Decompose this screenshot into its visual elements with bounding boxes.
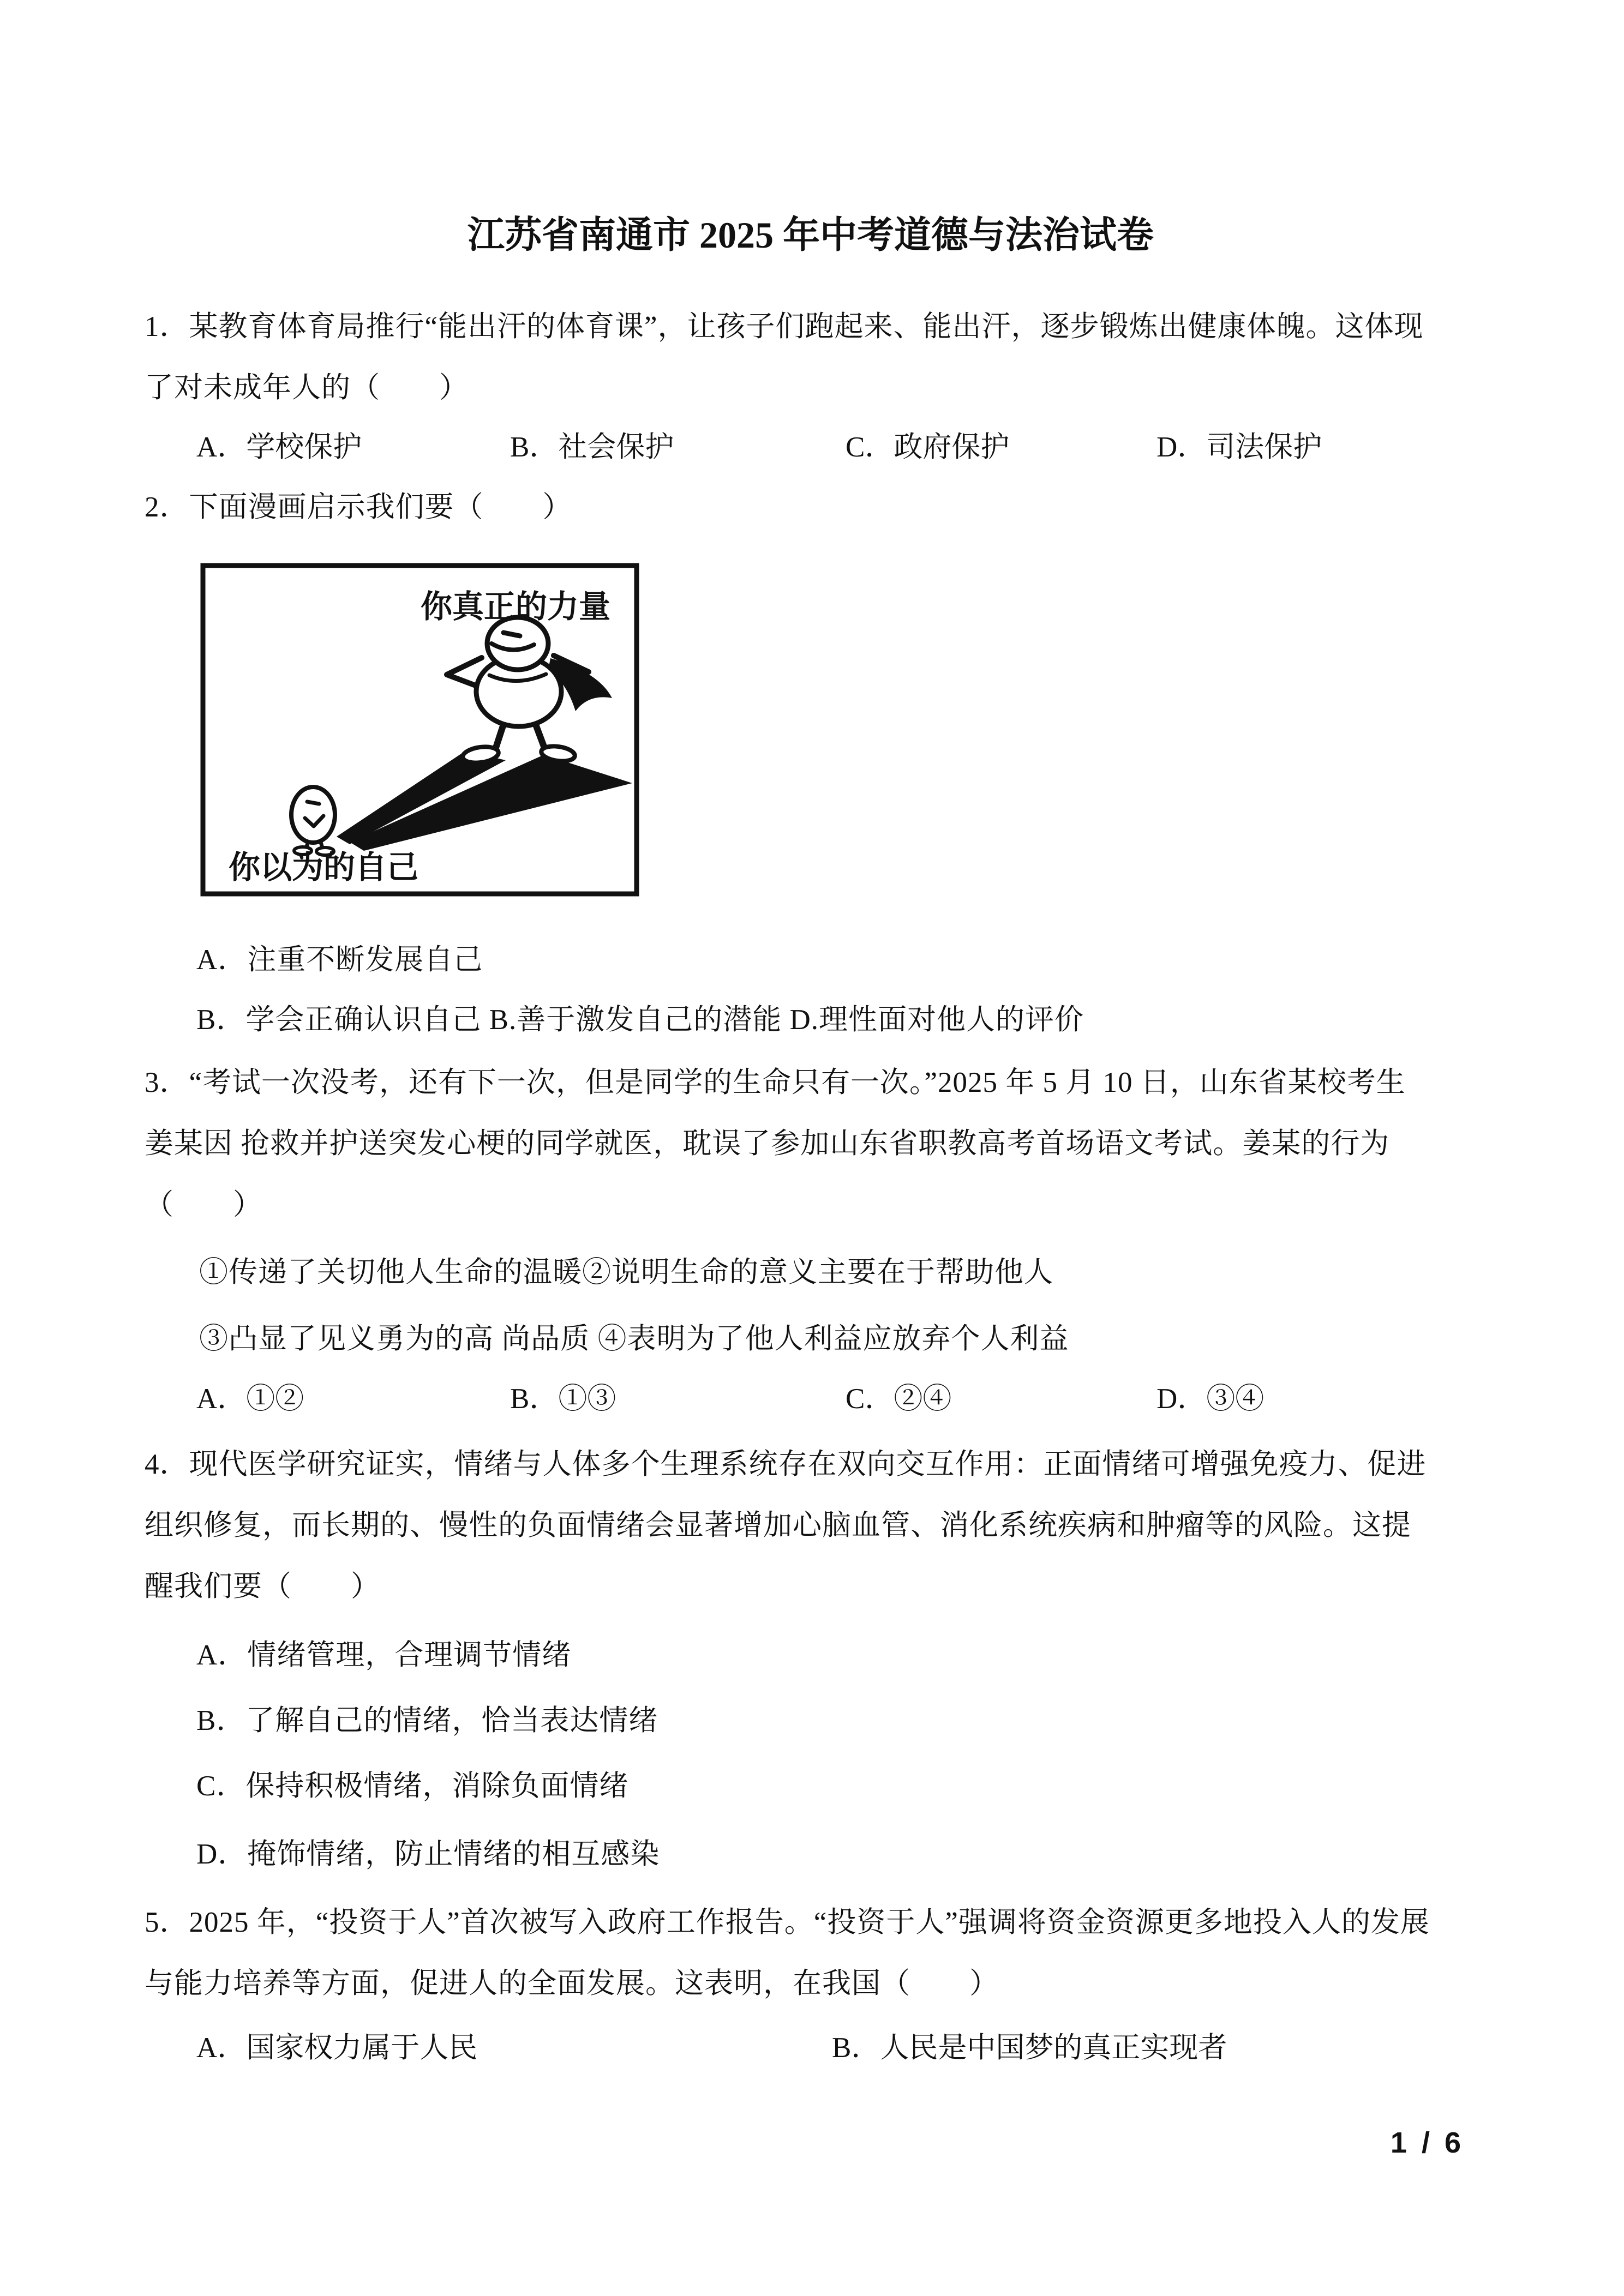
q4-option-a: A．情绪管理，合理调节情绪 xyxy=(196,1639,572,1671)
question-4-line-1: 4．现代医学研究证实，情绪与人体多个生理系统存在双向交互作用：正面情绪可增强免疫力、促进 xyxy=(145,1448,1427,1480)
small-body xyxy=(291,787,335,843)
q3-item-line-2: ③凸显了见义勇为的高 尚品质 ④表明为了他人利益应放弃个人利益 xyxy=(199,1323,1069,1355)
question-3-line-1: 3．“考试一次没考，还有下一次，但是同学的生命只有一次。”2025 年 5 月 10 日，山东省某校考生 xyxy=(145,1067,1406,1098)
q2-option-b: B．学会正确认识自己 B.善于激发自己的潜能 D.理性面对他人的评价 xyxy=(196,1004,1084,1036)
q1-option-a: A．学校保护 xyxy=(196,431,362,463)
q3-option-c: C．②④ xyxy=(846,1383,952,1415)
q4-option-d: D．掩饰情绪，防止情绪的相互感染 xyxy=(196,1838,660,1870)
q1-option-b: B．社会保护 xyxy=(510,431,674,463)
q5-option-b: B．人民是中国梦的真正实现者 xyxy=(832,2032,1227,2064)
q1-option-c: C．政府保护 xyxy=(846,431,1010,463)
page-number: 1 / 6 xyxy=(1390,2126,1464,2159)
q3-option-a: A．①② xyxy=(196,1383,304,1415)
question-5 xyxy=(145,1892,1477,2014)
question-4-line-2: 组织修复，而长期的、慢性的负面情绪会显著增加心脑血管、消化系统疾病和肿瘤等的风险。这提 xyxy=(145,1510,1411,1541)
comic-drawing xyxy=(200,563,639,897)
comic-bottom-label: 你以为的自己 xyxy=(229,850,419,885)
question-1-line-2: 了对未成年人的（ ） xyxy=(145,372,469,404)
comic-top-label: 你真正的力量 xyxy=(420,589,611,624)
question-5-options xyxy=(145,2017,1477,2078)
eye xyxy=(504,633,520,636)
question-2-line-1: 2．下面漫画启示我们要（ ） xyxy=(145,491,572,523)
q4-option-c: C．保持积极情绪，消除负面情绪 xyxy=(196,1770,629,1802)
q3-option-d: D．③④ xyxy=(1156,1383,1265,1415)
question-2 xyxy=(145,477,1477,538)
question-4-line-3: 醒我们要（ ） xyxy=(145,1571,380,1602)
small-eye xyxy=(307,802,319,804)
q5-option-a: A．国家权力属于人民 xyxy=(196,2032,478,2064)
question-3-line-3: （ ） xyxy=(145,1189,262,1221)
q1-option-d: D．司法保护 xyxy=(1156,431,1322,463)
question-5-line-1: 5．2025 年，“投资于人”首次被写入政府工作报告。“投资于人”强调将资金资源更多地投入人的发展 xyxy=(145,1907,1430,1938)
page-title: 江苏省南通市 2025 年中考道德与法治试卷 xyxy=(467,214,1154,256)
question-1 xyxy=(145,296,1477,418)
question-3-line-2: 姜某因 抢救并护送突发心梗的同学就医，耽误了参加山东省职教高考首场语文考试。姜某的行为 xyxy=(145,1128,1390,1159)
question-1-line-1: 1．某教育体育局推行“能出汗的体育课”，让孩子们跑起来、能出汗，逐步锻炼出健康体魄。这体现 xyxy=(145,311,1424,342)
q4-option-b: B．了解自己的情绪，恰当表达情绪 xyxy=(196,1705,658,1736)
q3-option-b: B．①③ xyxy=(510,1383,616,1415)
question-3-options xyxy=(145,1368,1477,1429)
q3-item-line-1: ①传递了关切他人生命的温暖②说明生命的意义主要在于帮助他人 xyxy=(199,1257,1053,1288)
comic-illustration xyxy=(200,563,639,897)
question-1-options xyxy=(145,417,1477,478)
question-3 xyxy=(145,1052,1477,1235)
question-5-line-2: 与能力培养等方面，促进人的全面发展。这表明，在我国（ ） xyxy=(145,1968,999,1999)
head xyxy=(487,617,548,670)
question-4 xyxy=(145,1434,1477,1617)
q2-option-a: A．注重不断发展自己 xyxy=(196,944,483,976)
